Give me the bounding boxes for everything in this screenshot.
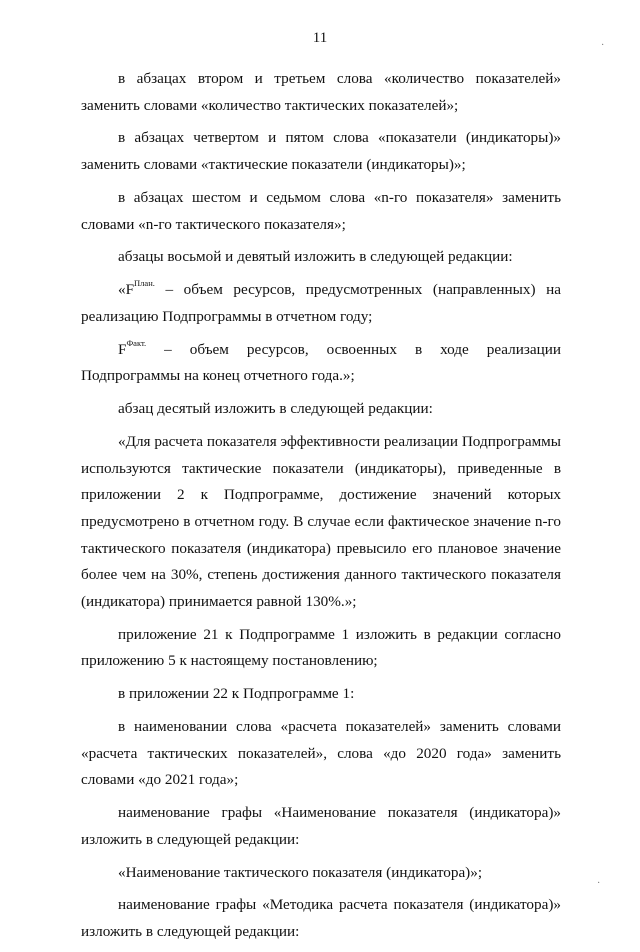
paragraph: в наименовании слова «расчета показателей» заменить словами «расчета тактических показателей», слова «до 2020 года» заменить словами «до 2021 года»; — [81, 718, 561, 789]
paragraph: «Для расчета показателя эффективности реализации Подпрограммы используются тактические показатели (индикаторы), приведенные в приложении 2 к Подпрограмме, достижение значений которых предусмотрено в отчетном году. В случае если фактическое значение n-го тактического показателя (индикатора) превысило его плановое значение более чем на 30%, степень достижения данного тактического показателя (индикатора) принимается равной 130%.»; — [81, 433, 561, 610]
formula-fact-definition — [81, 337, 561, 390]
formula-plan-definition — [81, 277, 561, 330]
paragraph: «Наименование тактического показателя (индикатора)»; — [118, 863, 483, 881]
formula-fact-superscript: Факт. — [126, 337, 147, 348]
formula-fact-text: – объем ресурсов, освоенных в ходе реализации Подпрограммы на конец отчетного года.»; — [81, 340, 561, 385]
formula-plan-symbol: «F — [118, 281, 135, 299]
paragraph: абзацы восьмой и девятый изложить в следующей редакции: — [118, 248, 513, 266]
page-number: 11 — [312, 30, 328, 46]
scan-speck: · — [597, 878, 601, 889]
formula-plan-superscript: План. — [134, 278, 155, 289]
paragraph: абзац десятый изложить в следующей редакции: — [118, 400, 433, 418]
document-body — [81, 66, 561, 952]
paragraph: в абзацах втором и третьем слова «количество показателей» заменить словами «количество тактических показателей»; — [81, 70, 561, 114]
paragraph: наименование графы «Методика расчета показателя (индикатора)» изложить в следующей редакции: — [81, 896, 561, 941]
paragraph: приложение 21 к Подпрограмме 1 изложить в редакции согласно приложению 5 к настоящему постановлению; — [81, 625, 561, 670]
formula-plan-text: – объем ресурсов, предусмотренных (направленных) на реализацию Подпрограммы в отчетном году; — [81, 281, 561, 325]
paragraph: в приложении 22 к Подпрограмме 1: — [118, 685, 355, 703]
paragraph: в абзацах шестом и седьмом слова «n-го показателя» заменить словами «n-го тактического показателя»; — [81, 188, 561, 233]
paragraph: наименование графы «Наименование показателя (индикатора)» изложить в следующей редакции: — [81, 804, 561, 848]
formula-fact-symbol: F — [118, 340, 127, 358]
scan-speck: · — [601, 40, 605, 51]
paragraph: в абзацах четвертом и пятом слова «показатели (индикаторы)» заменить словами «тактические показатели (индикаторы)»; — [81, 129, 561, 174]
